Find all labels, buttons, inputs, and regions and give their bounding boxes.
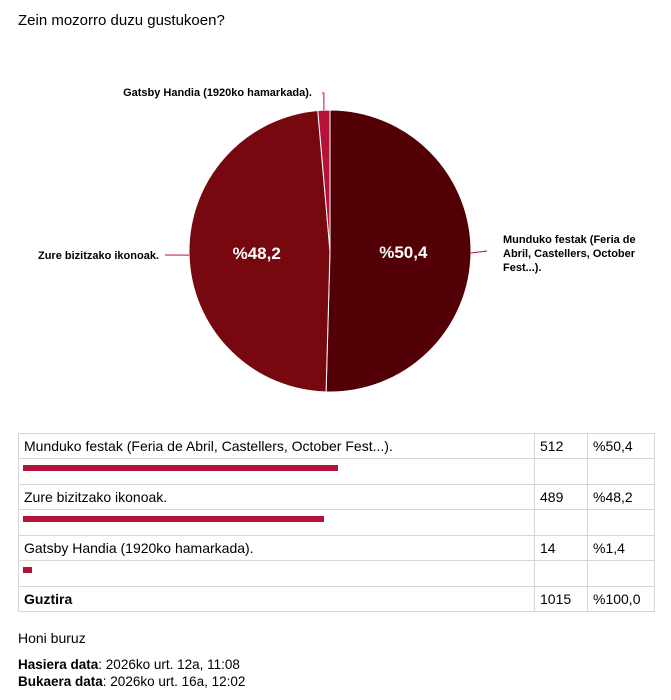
empty-cell [535,510,588,536]
option-label: Zure bizitzako ikonoak. [19,485,535,510]
slice-category-label [503,234,636,274]
empty-cell [535,459,588,485]
table-row [19,434,655,459]
about-heading: Honi buruz [18,630,86,646]
empty-cell [588,459,655,485]
slice-percent-label: %50,4 [379,243,428,263]
bar-row [19,510,655,536]
option-percent: %50,4 [588,434,655,459]
slice-category-label-line: Fest...). [503,262,542,274]
end-date-value: : 2026ko urt. 16a, 12:02 [102,674,246,689]
empty-cell [588,510,655,536]
leader-line [322,93,324,110]
leader-line [471,251,487,253]
bar-cell [19,510,535,536]
bar-row [19,561,655,587]
option-count: 512 [535,434,588,459]
slice-category-label [123,87,312,99]
bar-cell [19,561,535,587]
slice-category-label-line: Zure bizitzako ikonoak. [37,250,159,262]
option-percent: %1,4 [588,536,655,561]
slice-category-label [38,250,159,262]
total-row [19,587,655,612]
option-percent: %48,2 [588,485,655,510]
total-label: Guztira [19,587,535,612]
option-count: 14 [535,536,588,561]
survey-dates [18,656,245,690]
slice-percent-label: %48,2 [232,244,281,264]
empty-cell [588,561,655,587]
bar-row [19,459,655,485]
total-percent: %100,0 [588,587,655,612]
end-date-label: Bukaera data [18,674,103,689]
result-bar [23,465,338,471]
survey-question: Zein mozorro duzu gustukoen? [18,12,225,29]
slice-category-label-line: Abril, Castellers, October [503,248,636,260]
end-date [18,673,245,690]
empty-cell [535,561,588,587]
option-count: 489 [535,485,588,510]
results-table [18,433,655,612]
start-date-label: Hasiera data [18,657,99,672]
bar-cell [19,459,535,485]
result-bar [23,516,324,522]
option-label: Munduko festak (Feria de Abril, Castellers, October Fest...). [19,434,535,459]
slice-category-label-line: Gatsby Handia (1920ko hamarkada). [123,87,312,99]
result-bar [23,567,32,573]
table-row [19,536,655,561]
slice-category-label-line: Munduko festak (Feria de [503,234,636,246]
pie-chart [0,40,671,420]
start-date-value: : 2026ko urt. 12a, 11:08 [98,657,240,672]
option-label: Gatsby Handia (1920ko hamarkada). [19,536,535,561]
start-date [18,656,245,673]
table-row [19,485,655,510]
total-count: 1015 [535,587,588,612]
